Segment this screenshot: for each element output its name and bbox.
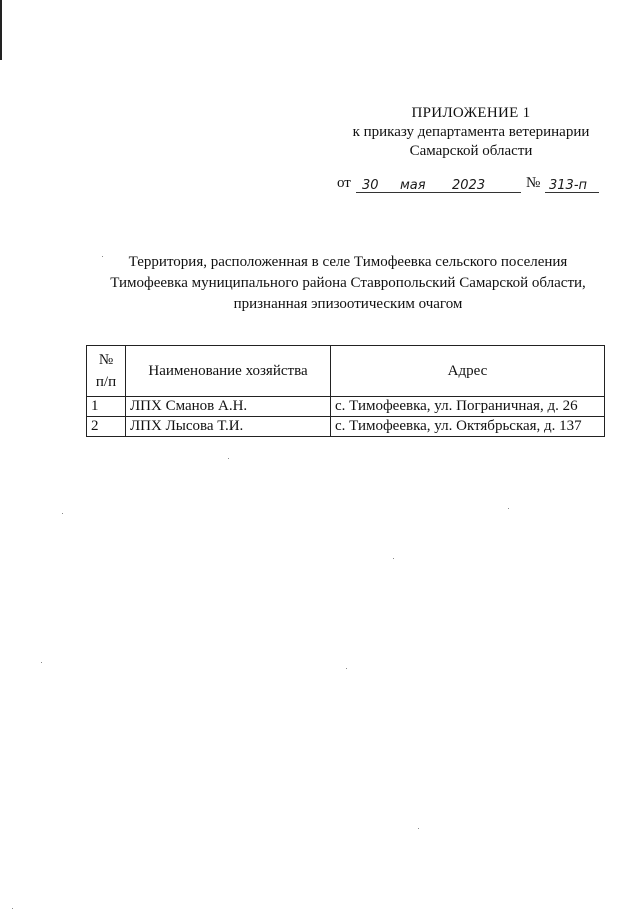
heading-line-2: Тимофеевка муниципального района Ставропольский Самарской области, bbox=[110, 275, 586, 291]
column-header-address: Адрес bbox=[331, 346, 605, 397]
order-date-day: 30 bbox=[362, 178, 379, 193]
table-header-row bbox=[87, 346, 605, 397]
heading-line-3: признанная эпизоотическим очагом bbox=[233, 296, 463, 312]
appendix-reference-line: к приказу департамента ветеринарии bbox=[352, 124, 590, 140]
row-number: 1 bbox=[87, 397, 126, 417]
order-number-label: № bbox=[526, 175, 541, 191]
scan-speck bbox=[12, 908, 13, 909]
table-row bbox=[87, 417, 605, 437]
column-header-farm-name: Наименование хозяйства bbox=[126, 346, 331, 397]
order-number-value: 313-п bbox=[549, 178, 588, 193]
order-date-label: от bbox=[337, 175, 351, 191]
document-heading bbox=[70, 252, 626, 315]
order-date-year: 2023 bbox=[452, 178, 486, 193]
scan-edge-mark bbox=[0, 0, 2, 60]
appendix-region-line: Самарской области bbox=[409, 143, 533, 159]
appendix-block bbox=[340, 104, 602, 161]
row-farm-name: ЛПХ Лысова Т.И. bbox=[126, 417, 331, 437]
scan-speck bbox=[393, 558, 394, 559]
scan-speck bbox=[41, 662, 42, 663]
scan-speck bbox=[418, 828, 419, 829]
appendix-title: ПРИЛОЖЕНИЕ 1 bbox=[411, 105, 531, 121]
order-date-number-line bbox=[337, 174, 600, 196]
row-farm-name: ЛПХ Сманов А.Н. bbox=[126, 397, 331, 417]
outbreak-farms-table bbox=[86, 345, 605, 437]
scan-speck bbox=[228, 458, 229, 459]
scan-speck bbox=[346, 668, 347, 669]
order-date-month: мая bbox=[400, 178, 426, 193]
scan-speck bbox=[102, 256, 103, 257]
row-number: 2 bbox=[87, 417, 126, 437]
scan-speck bbox=[508, 508, 509, 509]
row-address: с. Тимофеевка, ул. Пограничная, д. 26 bbox=[331, 397, 605, 417]
heading-line-1: Территория, расположенная в селе Тимофеевка сельского поселения bbox=[128, 254, 568, 270]
column-header-number: № п/п bbox=[87, 346, 126, 397]
table-row bbox=[87, 397, 605, 417]
row-address: с. Тимофеевка, ул. Октябрьская, д. 137 bbox=[331, 417, 605, 437]
order-date-underline bbox=[356, 192, 521, 193]
scan-speck bbox=[62, 513, 63, 514]
